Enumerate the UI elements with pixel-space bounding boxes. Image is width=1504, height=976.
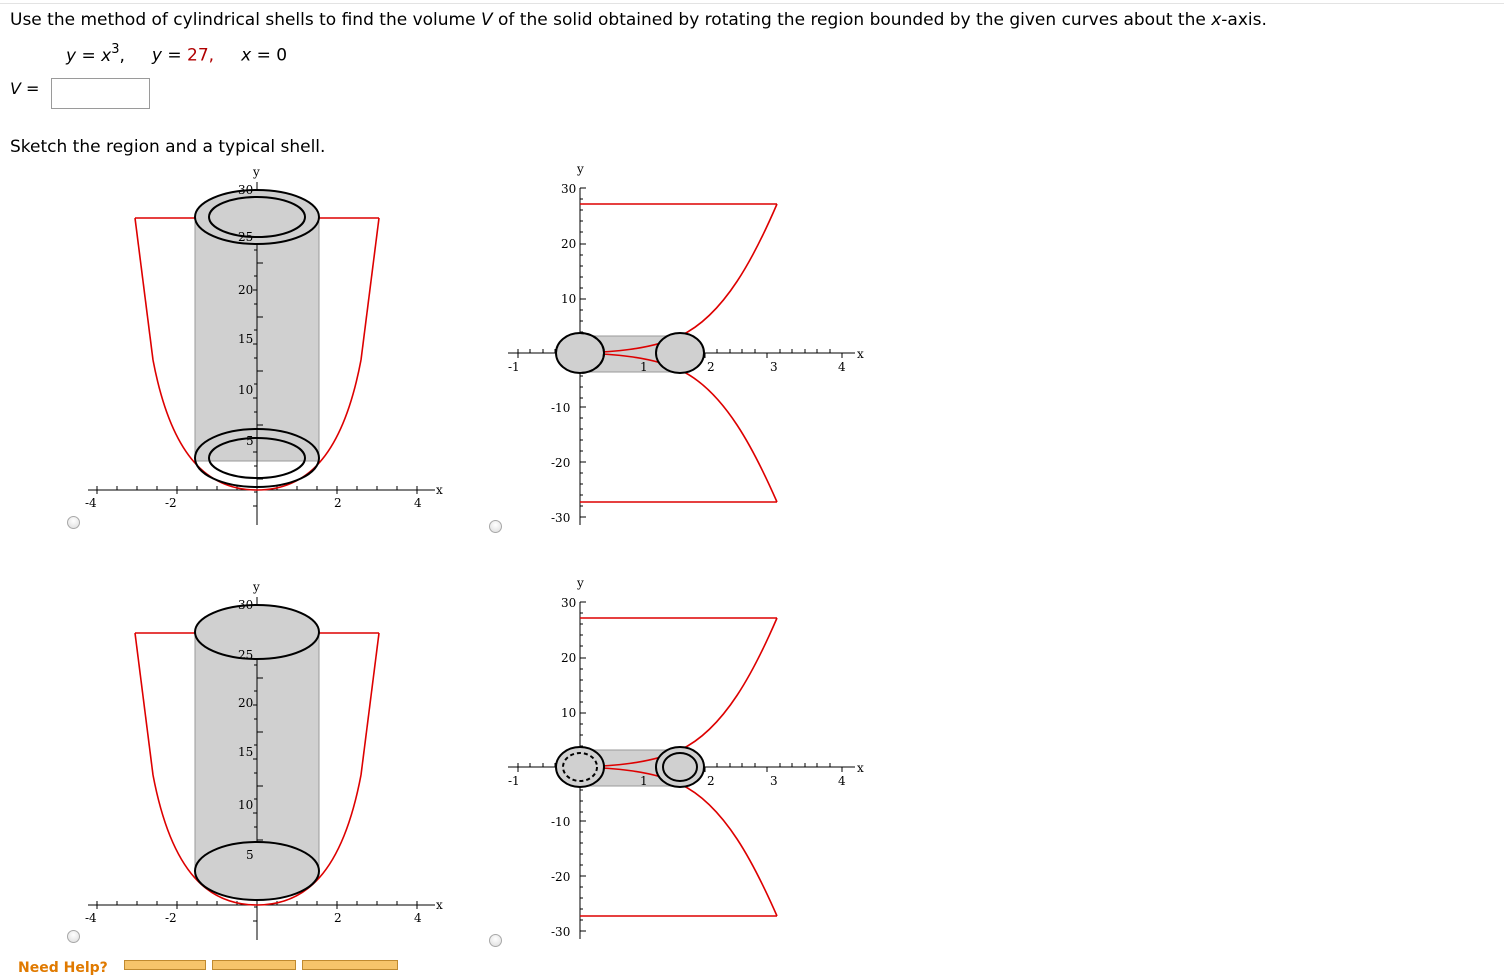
question-text: Use the method of cylindrical shells to find the volume V of the solid obtained by rotating the region bounded by the given curves about the x-axis. <box>10 10 1267 30</box>
x-tick-label: 2 <box>334 496 342 510</box>
x-tick-label: 4 <box>414 911 422 925</box>
x-tick-label: -4 <box>85 911 97 925</box>
x-tick-label: 1 <box>640 360 648 374</box>
shell-right-end <box>656 333 704 373</box>
y-tick-label: 30 <box>561 182 577 196</box>
x-axis-label: x <box>436 898 443 912</box>
y-tick-label: -30 <box>551 511 571 525</box>
y-tick-label: 15 <box>238 745 254 759</box>
x-tick-label: 4 <box>838 774 846 788</box>
given-curves <box>66 43 287 66</box>
y-tick-label: 10 <box>238 798 254 812</box>
option-radio-4[interactable] <box>489 934 502 947</box>
x-tick-label: -2 <box>165 911 177 925</box>
volume-input[interactable] <box>51 78 150 109</box>
equation-vertical: x = 0 <box>241 45 288 66</box>
option-plot-2 <box>500 160 880 530</box>
y-tick-label: 20 <box>238 283 254 297</box>
shell-top <box>195 605 319 659</box>
option-plot-4 <box>500 574 880 944</box>
y-tick-label: -30 <box>551 925 571 939</box>
x-axis-label: x <box>436 483 443 497</box>
option-radio-3[interactable] <box>67 930 80 943</box>
shell-left-end <box>556 333 604 373</box>
y-tick-label: -10 <box>551 815 571 829</box>
x-tick-label: -1 <box>508 774 520 788</box>
x-tick-label: 1 <box>640 774 648 788</box>
option-plot-1 <box>80 160 510 530</box>
option-radio-1[interactable] <box>67 516 80 529</box>
x-tick-label: 4 <box>414 496 422 510</box>
y-tick-label: 10 <box>238 383 254 397</box>
x-tick-label: 3 <box>770 360 778 374</box>
equation-horizontal: y = 27, <box>151 45 215 66</box>
shell-top <box>195 190 319 244</box>
y-tick-label: -10 <box>551 401 571 415</box>
y-tick-label: 25 <box>238 648 254 662</box>
y-tick-label: 20 <box>561 237 577 251</box>
sketch-prompt: Sketch the region and a typical shell. <box>10 137 326 157</box>
x-axis-label: x <box>857 761 864 775</box>
y-tick-label: 25 <box>238 230 254 244</box>
x-tick-label: 4 <box>838 360 846 374</box>
y-tick-label: 20 <box>238 696 254 710</box>
y-tick-label: -20 <box>551 456 571 470</box>
y-axis-label: y <box>577 162 584 176</box>
x-tick-label: -4 <box>85 496 97 510</box>
y-tick-label: 15 <box>238 332 254 346</box>
y-tick-label: -20 <box>551 870 571 884</box>
help-button-talk-to-tutor[interactable] <box>302 960 398 970</box>
y-tick-label: 5 <box>246 848 254 862</box>
help-button-watch-it[interactable] <box>212 960 296 970</box>
shell-left-end <box>556 747 604 787</box>
x-tick-label: -1 <box>508 360 520 374</box>
y-axis-label: y <box>577 576 584 590</box>
y-axis-label: y <box>253 165 260 179</box>
y-tick-label: 30 <box>561 596 577 610</box>
y-tick-label: 10 <box>561 292 577 306</box>
volume-label: V = <box>10 79 40 98</box>
y-axis-label: y <box>253 580 260 594</box>
need-help-label: Need Help? <box>18 960 108 976</box>
x-tick-label: 2 <box>707 774 715 788</box>
y-tick-label: 5 <box>246 434 254 448</box>
y-tick-label: 30 <box>238 183 254 197</box>
x-tick-label: 2 <box>707 360 715 374</box>
y-tick-label: 20 <box>561 651 577 665</box>
x-tick-label: 2 <box>334 911 342 925</box>
y-tick-label: 10 <box>561 706 577 720</box>
option-plot-3 <box>80 575 510 945</box>
option-radio-2[interactable] <box>489 520 502 533</box>
help-button-read-it[interactable] <box>124 960 206 970</box>
x-axis-label: x <box>857 347 864 361</box>
x-tick-label: -2 <box>165 496 177 510</box>
y-tick-label: 30 <box>238 598 254 612</box>
top-rule <box>0 3 1504 4</box>
x-tick-label: 3 <box>770 774 778 788</box>
shell-bottom <box>195 842 319 900</box>
equation-cubic: $y = x^3$, <box>66 42 125 66</box>
shell-right-end <box>656 747 704 787</box>
